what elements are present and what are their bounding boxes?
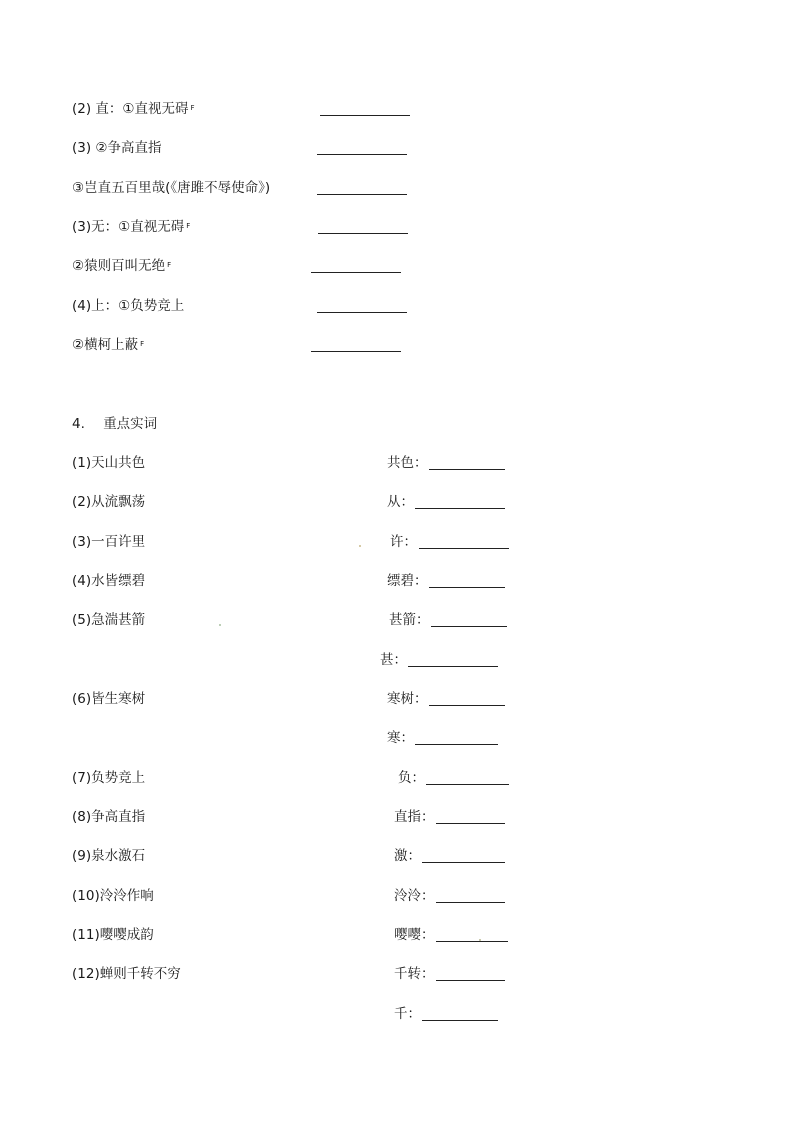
vocab-phrase: (1)天山共色	[72, 455, 146, 471]
answer-blank[interactable]	[317, 180, 407, 195]
answer-blank[interactable]	[422, 1006, 498, 1021]
answer-blank[interactable]	[318, 219, 408, 234]
vocab-label: 从：	[387, 494, 414, 510]
s3-item-marker: F	[140, 340, 145, 348]
answer-blank[interactable]	[429, 573, 505, 588]
vocab-phrase: (5)急湍甚箭	[72, 612, 146, 628]
s3-item-marker: F	[186, 222, 191, 230]
section-number: 4.	[72, 416, 85, 432]
vocab-label: 直指：	[394, 809, 435, 825]
answer-blank[interactable]	[419, 534, 509, 549]
section-title: 重点实词	[103, 416, 158, 432]
vocab-label: 甚：	[380, 652, 407, 668]
vocab-label: 甚箭：	[389, 612, 430, 628]
s3-item	[72, 138, 164, 158]
answer-blank[interactable]	[436, 888, 505, 903]
s3-item-marker: F	[190, 104, 195, 112]
answer-blank[interactable]	[422, 848, 505, 863]
s3-item-text: ②横柯上蔽	[72, 337, 139, 353]
section-heading	[72, 414, 157, 434]
vocab-label: 千转：	[394, 966, 435, 982]
vocab-phrase: (6)皆生寒树	[72, 691, 146, 707]
answer-blank[interactable]	[415, 730, 498, 745]
s3-item-text: ②猿则百叫无绝	[72, 258, 166, 274]
answer-blank[interactable]	[311, 337, 401, 352]
vocab-label: 激：	[394, 848, 421, 864]
vocab-phrase: (7)负势竞上	[72, 770, 146, 786]
vocab-label: 寒：	[387, 730, 414, 746]
vocab-phrase: (10)泠泠作响	[72, 888, 154, 904]
answer-blank[interactable]	[426, 770, 509, 785]
vocab-label: 负：	[398, 770, 425, 786]
s3-item-text: ③岂直五百里哉(《唐雎不辱使命》)	[72, 180, 271, 196]
vocab-label: 缥碧：	[387, 573, 428, 589]
vocab-label: 千：	[394, 1006, 421, 1022]
s3-item-text: (3)无：①直视无碍	[72, 219, 185, 235]
s3-item	[72, 256, 171, 276]
answer-blank[interactable]	[408, 652, 498, 667]
scan-speck	[359, 545, 361, 547]
answer-blank[interactable]	[317, 140, 407, 155]
answer-blank[interactable]	[311, 258, 401, 273]
vocab-label: 寒树：	[387, 691, 428, 707]
s3-item-marker: F	[167, 261, 172, 269]
vocab-phrase: (2)从流飘荡	[72, 494, 146, 510]
s3-item	[72, 335, 144, 355]
answer-blank[interactable]	[436, 966, 505, 981]
scan-speck	[219, 624, 221, 626]
vocab-phrase: (3)一百许里	[72, 534, 146, 550]
answer-blank[interactable]	[436, 927, 508, 942]
s3-item	[72, 178, 272, 198]
s3-item-text: (3) ②争高直指	[72, 140, 162, 156]
vocab-label: 嘤嘤：	[394, 927, 435, 943]
scan-speck	[479, 939, 481, 941]
s3-item	[72, 296, 186, 316]
vocab-label: 共色：	[387, 455, 428, 471]
answer-blank[interactable]	[415, 494, 505, 509]
vocab-phrase: (9)泉水激石	[72, 848, 146, 864]
answer-blank[interactable]	[317, 298, 407, 313]
answer-blank[interactable]	[429, 455, 505, 470]
vocab-phrase: (11)嘤嘤成韵	[72, 927, 154, 943]
vocab-phrase: (8)争高直指	[72, 809, 146, 825]
s3-item-text: (2) 直：①直视无碍	[72, 101, 189, 117]
answer-blank[interactable]	[431, 612, 507, 627]
vocab-phrase: (12)蝉则千转不穷	[72, 966, 181, 982]
vocab-label: 许：	[390, 534, 417, 550]
answer-blank[interactable]	[436, 809, 505, 824]
answer-blank[interactable]	[320, 101, 410, 116]
s3-item	[72, 99, 195, 119]
vocab-phrase: (4)水皆缥碧	[72, 573, 146, 589]
s3-item-text: (4)上：①负势竞上	[72, 298, 185, 314]
vocab-label: 泠泠：	[394, 888, 435, 904]
s3-item	[72, 217, 190, 237]
answer-blank[interactable]	[429, 691, 505, 706]
